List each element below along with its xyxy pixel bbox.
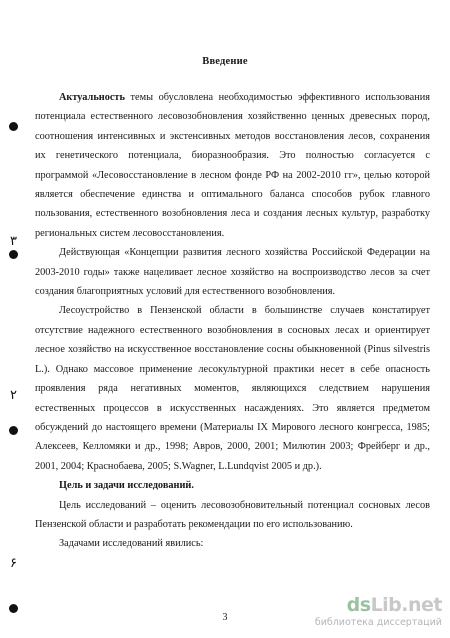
margin-mark: ۳ <box>10 234 17 249</box>
watermark <box>314 594 442 634</box>
margin-mark: ۶ <box>10 556 17 571</box>
paragraph-text: Лесоустройство в Пензенской области в большинстве случаев констатирует отсутствие надежного естественного возобновления в сосновых лесах и ориентирует лесное хозяйство на искусственное восстановление сосны обыкновенной (Pinus silvestris L.). Однако массовое применение лесокультурной практики несет в себе опасность проявления ряда негативных моментов, являющихся следствием нарушения естественных процессов в искусственных насаждениях. Это является предметом обсуждений до настоящего времени (Материалы IX Мирового лесного конгресса, 1985; Алексеев, Келломяки и др., 1998; Авров, 2000, 2001; Милютин 2003; Фрейберг и др., 2001, 2004; Краснобаева, 2005; S.Wagner, L.Lundqvist 2005 и др.). <box>35 305 430 472</box>
paragraph-goal <box>35 496 430 535</box>
paragraph-bold-lead: Цель и задачи исследований. <box>59 480 194 492</box>
section-heading-goals <box>35 476 430 495</box>
watermark-subtitle: библиотека диссертаций <box>314 617 442 628</box>
paragraph-concept <box>35 243 430 301</box>
paragraph-text: Задачами исследований явились: <box>59 538 204 550</box>
punch-hole-mark <box>9 122 18 131</box>
page-number: 3 <box>222 612 228 623</box>
paragraph-forestry <box>35 301 430 476</box>
punch-hole-mark <box>9 250 18 259</box>
paragraph-text: темы обусловлена необходимостью эффективного использования потенциала естественного лесовозобновления хозяйственно ценных древесных пород, соотношения интенсивных и экстенсивных методов восстановления лесов, сохранения их генетического потенциала, биоразнообразия. Это полностью согласуется с программой «Лесовосстановление в лесном фонде РФ на 2002-2010 гг», целью которой является обеспечение единства и оптимального баланса способов рубок главного пользования, естественного возобновления леса и создания лесных культур, разработку региональных систем лесовосстановления. <box>35 92 430 239</box>
paragraph-tasks <box>35 534 430 553</box>
watermark-logo <box>347 594 442 616</box>
watermark-logo-prefix: ds <box>346 594 371 616</box>
page-heading: Введение <box>202 56 248 67</box>
paragraph-text: Действующая «Концепции развития лесного хозяйства Российской Федерации на 2003-2010 годы» также нацеливает лесное хозяйство на воспроизводство лесов за счет создания благоприятных условий для естественного возобновления. <box>35 247 430 298</box>
paragraph-text: Цель исследований – оценить лесовозобновительный потенциал сосновых лесов Пензенской области и разработать рекомендации по его использованию. <box>35 499 430 530</box>
punch-hole-mark <box>9 426 18 435</box>
paragraph-relevance <box>35 88 430 243</box>
margin-mark: ۲ <box>10 388 17 403</box>
watermark-logo-rest: Lib.net <box>370 594 442 616</box>
body-text <box>35 88 430 554</box>
paragraph-bold-lead: Актуальность <box>59 92 125 103</box>
punch-hole-mark <box>9 604 18 613</box>
